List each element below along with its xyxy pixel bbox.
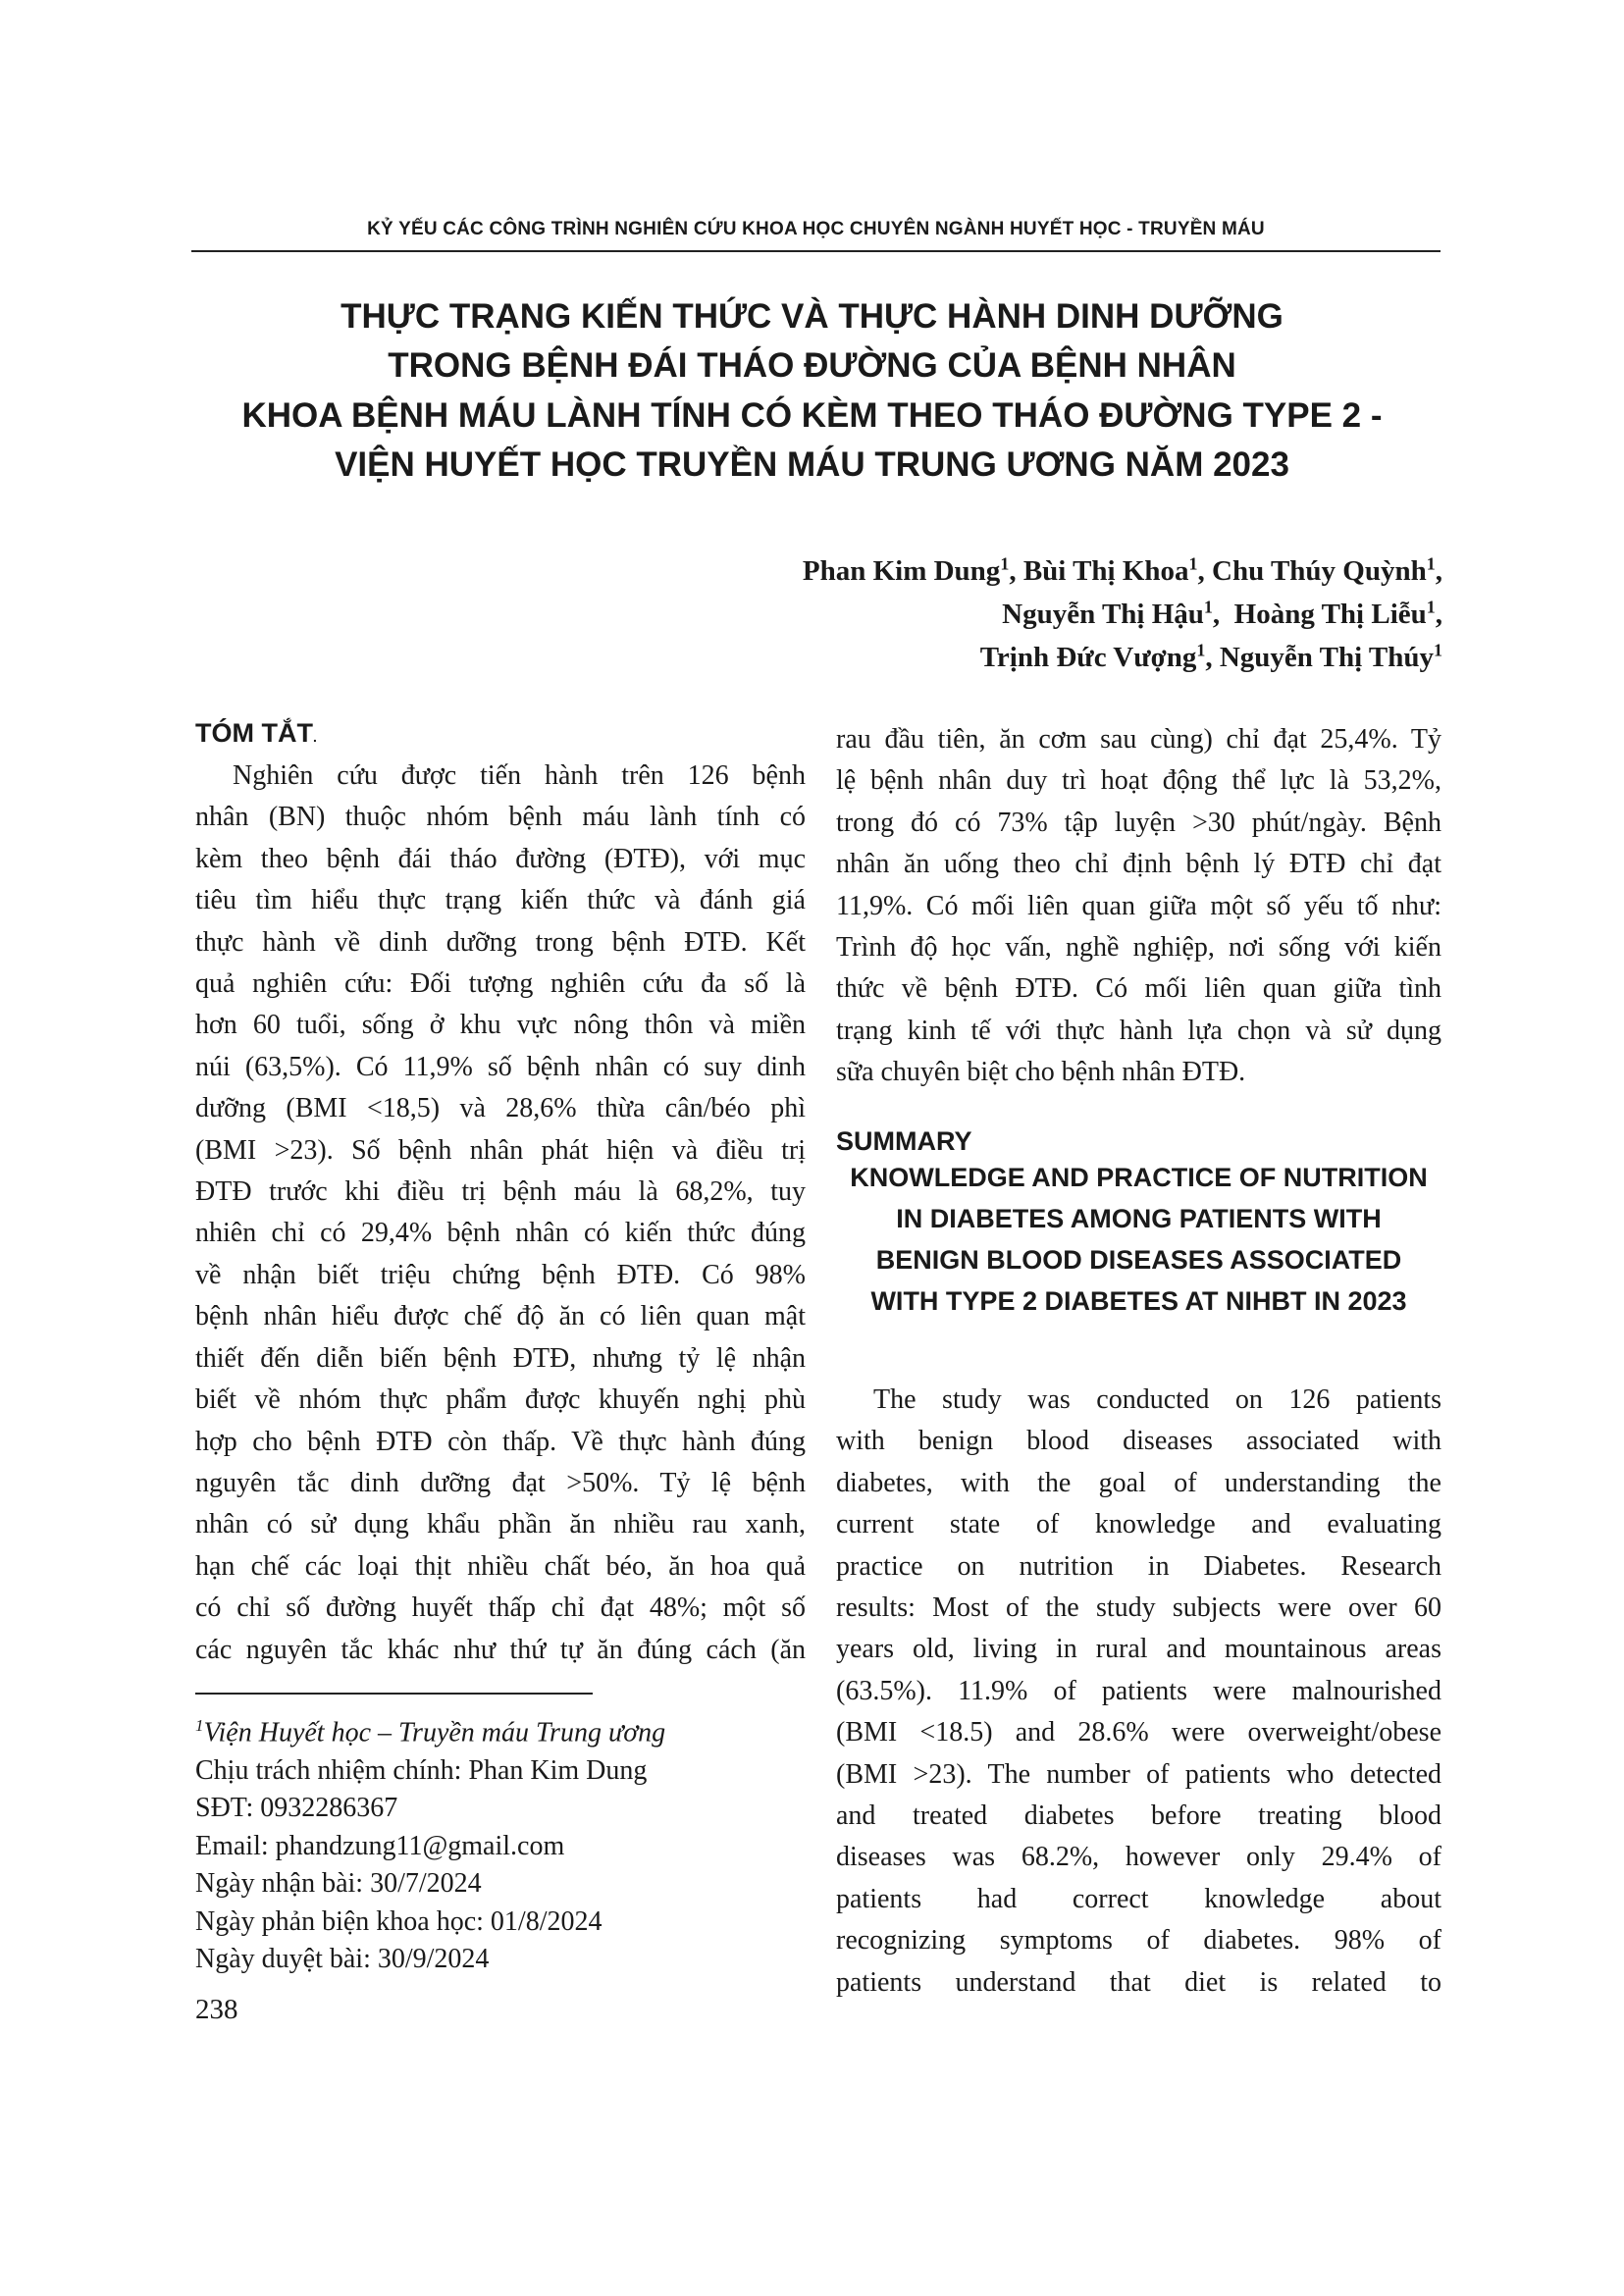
footnote-reviewed: Ngày phản biện khoa học: 01/8/2024 [195,1905,602,1937]
title-line: TRONG BỆNH ĐÁI THÁO ĐƯỜNG CỦA BỆNH NHÂN [388,346,1236,386]
affiliation-mark: 1 [1188,553,1198,574]
text-line: ĐTĐ trước khi điều trị bệnh máu là 68,2%, tuy [195,1176,806,1208]
text-line: The study was conducted on 126 patients [873,1384,1441,1415]
summary-title-line: BENIGN BLOOD DISEASES ASSOCIATED [875,1245,1402,1275]
text-line: nhân có sử dụng khẩu phần ăn nhiều rau xanh, [195,1509,806,1540]
text-line: tiêu tìm hiểu thực trạng kiến thức và đánh giá [195,885,806,916]
footnotes [195,1707,665,1979]
title-line: VIỆN HUYẾT HỌC TRUYỀN MÁU TRUNG ƯƠNG NĂM 2023 [335,445,1289,485]
author-list [803,549,1442,679]
text-line: Trình độ học vấn, nghề nghiệp, nơi sống với kiến [836,932,1441,964]
affiliation-mark: 1 [1426,597,1436,617]
author: Hoàng Thị Liễu [1233,599,1427,631]
text-line: nhân (BN) thuộc nhóm bệnh máu lành tính có [195,802,806,833]
abstract-vi-continued-column [836,719,1441,1094]
text-line: nhiên chỉ có 29,4% bệnh nhân có kiến thức đúng [195,1218,806,1249]
text-line: diabetes, with the goal of understanding the [836,1467,1441,1498]
summary-title-line: KNOWLEDGE AND PRACTICE OF NUTRITION [850,1163,1428,1192]
text-line: thực hành về dinh dưỡng trong bệnh ĐTĐ. Kết [195,926,806,958]
text-line: current state of knowledge and evaluating [836,1509,1441,1540]
text-line: quả nghiên cứu: Đối tượng nghiên cứu đa số là [195,968,806,1000]
text-line: hạn chế các loại thịt nhiều chất béo, ăn hoa quả [195,1550,806,1582]
summary-title [836,1157,1441,1322]
footnote-accepted: Ngày duyệt bài: 30/9/2024 [195,1944,490,1975]
header-rule [191,250,1441,252]
author: Chu Thúy Quỳnh [1212,555,1427,587]
text-line: 11,9%. Có mối liên quan giữa một số yếu tố như: [836,890,1441,921]
author-line: Trịnh Đức Vượng$^1$, Nguyễn Thị Thúy$^1$ [979,640,1442,674]
footnote-phone: SĐT: 0932286367 [195,1793,398,1824]
footnote-rule [195,1693,593,1695]
author: Nguyễn Thị Hậu [1002,599,1204,631]
text-line: nhân ăn uống theo chỉ định bệnh lý ĐTĐ chỉ đạt [836,849,1441,880]
text-line: (BMI <18.5) and 28.6% were overweight/obese [836,1717,1441,1748]
text-line: dưỡng (BMI <18,5) và 28,6% thừa cân/béo phì [195,1093,806,1124]
author: Phan Kim Dung [802,555,1001,587]
abstract-vi-column [195,756,806,1671]
text-line: years old, living in rural and mountainous areas [836,1634,1441,1665]
summary-title-line: IN DIABETES AMONG PATIENTS WITH [896,1204,1382,1233]
summary-title-line: WITH TYPE 2 DIABETES AT NIHBT IN 2023 [870,1286,1407,1316]
abstract-heading-suffix: . [312,729,317,745]
running-header: KỶ YẾU CÁC CÔNG TRÌNH NGHIÊN CỨU KHOA HỌC CHUYÊN NGÀNH HUYẾT HỌC - TRUYỀN MÁU [367,219,1265,239]
text-line: thức về bệnh ĐTĐ. Có mối liên quan giữa tình [836,973,1441,1005]
author-line: Nguyễn Thị Hậu$^1$, Hoàng Thị Liễu$^1$, [1002,597,1442,631]
author: Bùi Thị Khoa [1022,555,1189,587]
affiliation-text: Viện Huyết học – Truyền máu Trung ương [203,1717,666,1748]
text-line: bệnh nhân hiểu được chế độ ăn có liên quan mật [195,1301,806,1332]
page-number: 238 [195,1994,238,2025]
summary-block [836,1126,1441,1322]
affiliation-mark: 1 [1434,640,1442,660]
text-line: về nhận biết triệu chứng bệnh ĐTĐ. Có 98% [195,1259,806,1290]
text-line: nguyên tắc dinh dưỡng đạt >50%. Tỷ lệ bệnh [195,1467,806,1498]
text-line: biết về nhóm thực phẩm được khuyến nghị phù [195,1384,806,1416]
text-line: các nguyên tắc khác như thứ tự ăn đúng cách (ăn [195,1634,806,1665]
abstract-heading-text: TÓM TẮT [195,718,313,748]
text-line: recognizing symptoms of diabetes. 98% of [836,1925,1441,1957]
text-line: hơn 60 tuổi, sống ở khu vực nông thôn và miền [195,1010,806,1041]
affiliation-mark: 1 [195,1716,204,1735]
text-line: (63.5%). 11.9% of patients were malnourished [836,1675,1441,1706]
article-title [147,292,1477,491]
author: Nguyễn Thị Thúy [1219,642,1434,674]
text-line: diseases was 68.2%, however only 29.4% of [836,1842,1441,1873]
text-line: thiết đến diễn biến bệnh ĐTĐ, nhưng tỷ lệ nhận [195,1342,806,1374]
footnote-affiliation [195,1707,665,1752]
summary-heading: SUMMARY [836,1126,972,1156]
title-line: THỰC TRẠNG KIẾN THỨC VÀ THỰC HÀNH DINH DƯỠNG [341,297,1283,336]
text-line: Nghiên cứu được tiến hành trên 126 bệnh [233,760,806,791]
abstract-heading [195,718,317,749]
text-line: practice on nutrition in Diabetes. Research [836,1550,1441,1582]
text-line: trạng kinh tế với thực hành lựa chọn và sử dụng [836,1015,1441,1046]
author: Trịnh Đức Vượng [979,642,1197,674]
text-line: patients had correct knowledge about [836,1883,1441,1914]
text-line: sữa chuyên biệt cho bệnh nhân ĐTĐ. [836,1057,1246,1088]
affiliation-mark: 1 [1196,640,1206,660]
text-line: patients understand that diet is related to [836,1966,1441,1998]
summary-en-column [836,1380,1441,2004]
text-line: (BMI >23). Số bệnh nhân phát hiện và điều trị [195,1134,806,1166]
text-line: and treated diabetes before treating blood [836,1800,1441,1832]
affiliation-mark: 1 [1203,597,1213,617]
author-line: Phan Kim Dung$^1$, Bùi Thị Khoa$^1$, Chu Thúy Quỳnh$^1$, [802,553,1442,587]
text-line: lệ bệnh nhân duy trì hoạt động thể lực là 53,2%, [836,765,1441,797]
footnote-received: Ngày nhận bài: 30/7/2024 [195,1868,482,1900]
footnote-email: Email: phandzung11@gmail.com [195,1830,565,1861]
affiliation-mark: 1 [1426,553,1436,574]
text-line: kèm theo bệnh đái tháo đường (ĐTĐ), với mục [195,843,806,874]
text-line: núi (63,5%). Có 11,9% số bệnh nhân có suy dinh [195,1051,806,1082]
text-line: with benign blood diseases associated with [836,1426,1441,1457]
title-line: KHOA BỆNH MÁU LÀNH TÍNH CÓ KÈM THEO THÁO ĐƯỜNG TYPE 2 - [241,395,1383,435]
text-line: rau đầu tiên, ăn cơm sau cùng) chỉ đạt 25,4%. Tỷ [836,724,1441,755]
text-line: trong đó có 73% tập luyện >30 phút/ngày. Bệnh [836,807,1441,838]
text-line: hợp cho bệnh ĐTĐ còn thấp. Về thực hành đúng [195,1426,806,1457]
text-line: có chỉ số đường huyết thấp chỉ đạt 48%; một số [195,1592,806,1624]
text-line: results: Most of the study subjects were over 60 [836,1592,1441,1624]
text-line: (BMI >23). The number of patients who detected [836,1758,1441,1790]
footnote-responsible: Chịu trách nhiệm chính: Phan Kim Dung [195,1754,648,1786]
affiliation-mark: 1 [1000,553,1010,574]
